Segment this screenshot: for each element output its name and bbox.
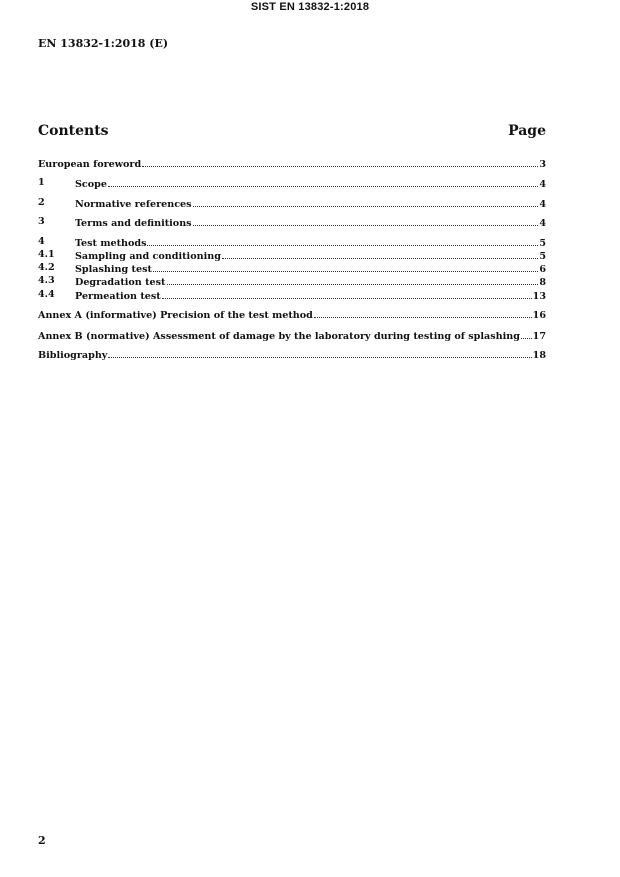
toc-leader-dots [142,157,538,167]
toc-entry-label: Normative references [75,199,192,210]
toc-entry-page: 18 [532,350,546,361]
toc-entry-label: Splashing test [75,264,152,275]
watermark-text: SIST EN 13832-1:2018 [250,1,370,13]
toc-entry-label: Test methods [75,238,147,249]
toc-entry-page: 5 [539,238,546,249]
toc-entry-label: Annex B (normative) Assessment of damage by the laboratory during testing of splashing [38,331,520,342]
toc-entry-page: 4 [539,199,546,210]
toc-entry-normative-references[interactable] [38,197,546,209]
toc-entry-test-methods[interactable] [38,236,546,248]
toc-leader-dots [108,177,538,187]
toc-entry-degradation-test[interactable] [38,275,546,287]
toc-entry-label: Sampling and conditioning [75,251,221,262]
toc-entry-page: 4 [539,218,546,229]
toc-entry-page: 13 [532,291,546,302]
toc-entry-terms-definitions[interactable] [38,216,546,228]
toc-entry-page: 5 [539,251,546,262]
toc-leader-dots [222,249,538,259]
toc-entry-label: European foreword [38,159,142,170]
toc-leader-dots [153,262,538,272]
page-number: 2 [38,834,46,847]
toc-entry-foreword[interactable] [38,157,546,169]
toc-entry-page: 8 [539,277,546,288]
toc-entry-scope[interactable] [38,177,546,189]
toc-entry-label: Bibliography [38,350,108,361]
toc-leader-dots [108,348,531,358]
toc-entry-sampling-conditioning[interactable] [38,249,546,261]
toc-entry-page: 16 [532,310,546,321]
toc-entry-splashing-test[interactable] [38,262,546,274]
toc-leader-dots [521,329,532,339]
toc-leader-dots [167,275,539,285]
toc-leader-dots [193,197,539,207]
toc-entry-number: 4.1 [38,249,55,260]
toc-entry-bibliography[interactable] [38,348,546,360]
toc-entry-number: 1 [38,177,45,188]
toc-entry-label: Degradation test [75,277,166,288]
toc-entry-number: 3 [38,216,45,227]
contents-title: Contents [38,123,109,139]
document-id: EN 13832-1:2018 (E) [38,37,169,50]
toc-entry-number: 2 [38,197,45,208]
toc-leader-dots [162,289,532,299]
toc-entry-label: Scope [75,179,107,190]
toc-entry-annex-b[interactable] [38,329,546,341]
toc-entry-permeation-test[interactable] [38,289,546,301]
toc-entry-page: 6 [539,264,546,275]
toc-entry-page: 17 [532,331,546,342]
toc-leader-dots [147,236,538,246]
toc-entry-page: 3 [539,159,546,170]
toc-entry-number: 4.3 [38,275,55,286]
contents-heading [38,123,546,141]
page-column-title: Page [508,123,546,139]
toc-leader-dots [193,216,539,226]
toc-entry-page: 4 [539,179,546,190]
toc-entry-number: 4.2 [38,262,55,273]
toc-entry-number: 4 [38,236,45,247]
toc-entry-annex-a[interactable] [38,308,546,320]
toc-leader-dots [314,308,532,318]
toc-entry-label: Permeation test [75,291,161,302]
toc-entry-number: 4.4 [38,289,55,300]
toc-entry-label: Annex A (informative) Precision of the test method [38,310,313,321]
toc-entry-label: Terms and definitions [75,218,192,229]
